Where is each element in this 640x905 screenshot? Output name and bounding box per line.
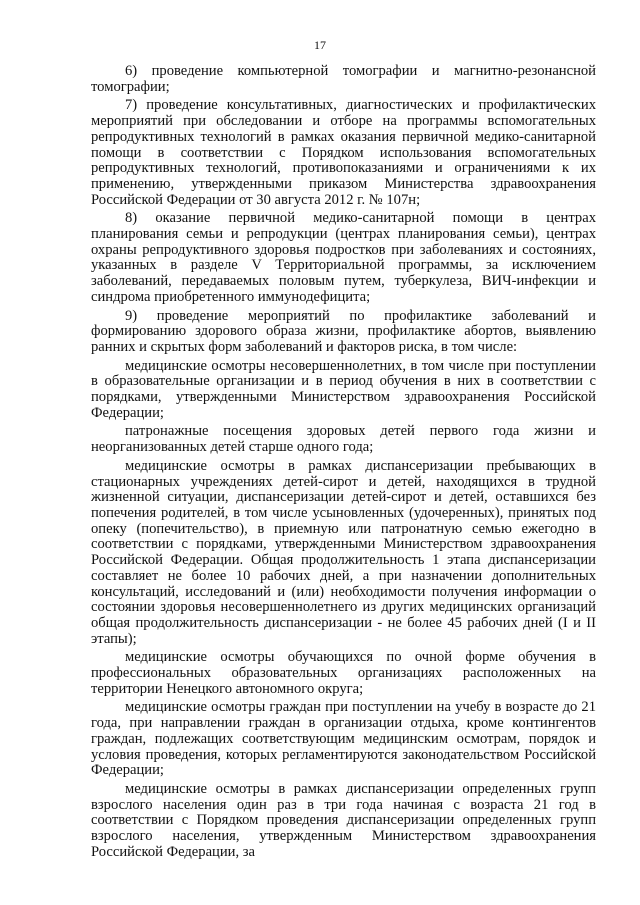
page-number: 17 [314, 38, 326, 52]
paragraph-item-7: 7) проведение консультативных, диагностических и профилактических мероприятий при обследовании и отборе на программы вспомогательных репродуктивных технологий в рамках оказания первичной медико-санитарной помощи в соответствии с Порядком использования вспомогательных репродуктивных технологий, противопоказаниями и ограничениями к их применению, утвержденными приказом Министерства здравоохранения Российской Федерации от 30 августа 2012 г. № 107н; [91, 97, 596, 208]
paragraph-orphans-dispensary: медицинские осмотры в рамках диспансеризации пребывающих в стационарных учреждениях детей-сирот и детей, находящихся в трудной жизненной ситуации, диспансеризации детей-сирот и детей, оставшихся без попечения родителей, в том числе усыновленных (удочеренных), принятых под опеку (попечительство), в приемную или патронатную семью ежегодно в соответствии с порядками, утвержденными Министерством здравоохранения Российской Федерации. Общая продолжительность 1 этапа диспансеризации составляет не более 10 рабочих дней, а при назначении дополнительных консультаций, исследований и (или) необходимости получения информации о состоянии здоровья несовершеннолетнего из других медицинских организаций общая продолжительность диспансеризации - не более 45 рабочих дней (I и II этапы); [91, 457, 596, 647]
paragraph-under-21-exams: медицинские осмотры граждан при поступлении на учебу в возрасте до 21 года, при направлении граждан в организации отдыха, кроме контингентов граждан, подлежащих соответствующим медицинским осмотрам, порядок и условия проведения, которых регламентируются законодательством Российской Федерации; [91, 699, 596, 779]
paragraph-adult-dispensary: медицинские осмотры в рамках диспансеризации определенных групп взрослого населения один раз в три года начиная с возраста 21 год в соответствии с Порядком проведения диспансеризации определенных групп взрослого населения, утвержденным Министерством здравоохранения Российской Федерации, за [91, 780, 596, 860]
paragraph-item-6: 6) проведение компьютерной томографии и магнитно-резонансной томографии; [91, 63, 596, 95]
document-body [91, 64, 596, 863]
paragraph-students-exams: медицинские осмотры обучающихся по очной форме обучения в профессиональных образовательных организациях расположенных на территории Ненецкого автономного округа; [91, 649, 596, 697]
paragraph-minor-medical-exams: медицинские осмотры несовершеннолетних, в том числе при поступлении в образовательные организации и в период обучения в них в соответствии с порядками, утвержденными Министерством здравоохранения Российской Федерации; [91, 357, 596, 421]
paragraph-item-8: 8) оказание первичной медико-санитарной помощи в центрах планирования семьи и репродукции (центрах планирования семьи), центрах охраны репродуктивного здоровья подростков при заболеваниях и состояниях, указанных в разделе V Территориальной программы, за исключением заболеваний, передаваемых половым путем, туберкулеза, ВИЧ-инфекции и синдрома приобретенного иммунодефицита; [91, 210, 596, 305]
paragraph-item-9: 9) проведение мероприятий по профилактике заболеваний и формированию здорового образа жизни, профилактике абортов, выявлению ранних и скрытых форм заболеваний и факторов риска, в том числе: [91, 307, 596, 355]
paragraph-patronage-visits: патронажные посещения здоровых детей первого года жизни и неорганизованных детей старше одного года; [91, 423, 596, 456]
